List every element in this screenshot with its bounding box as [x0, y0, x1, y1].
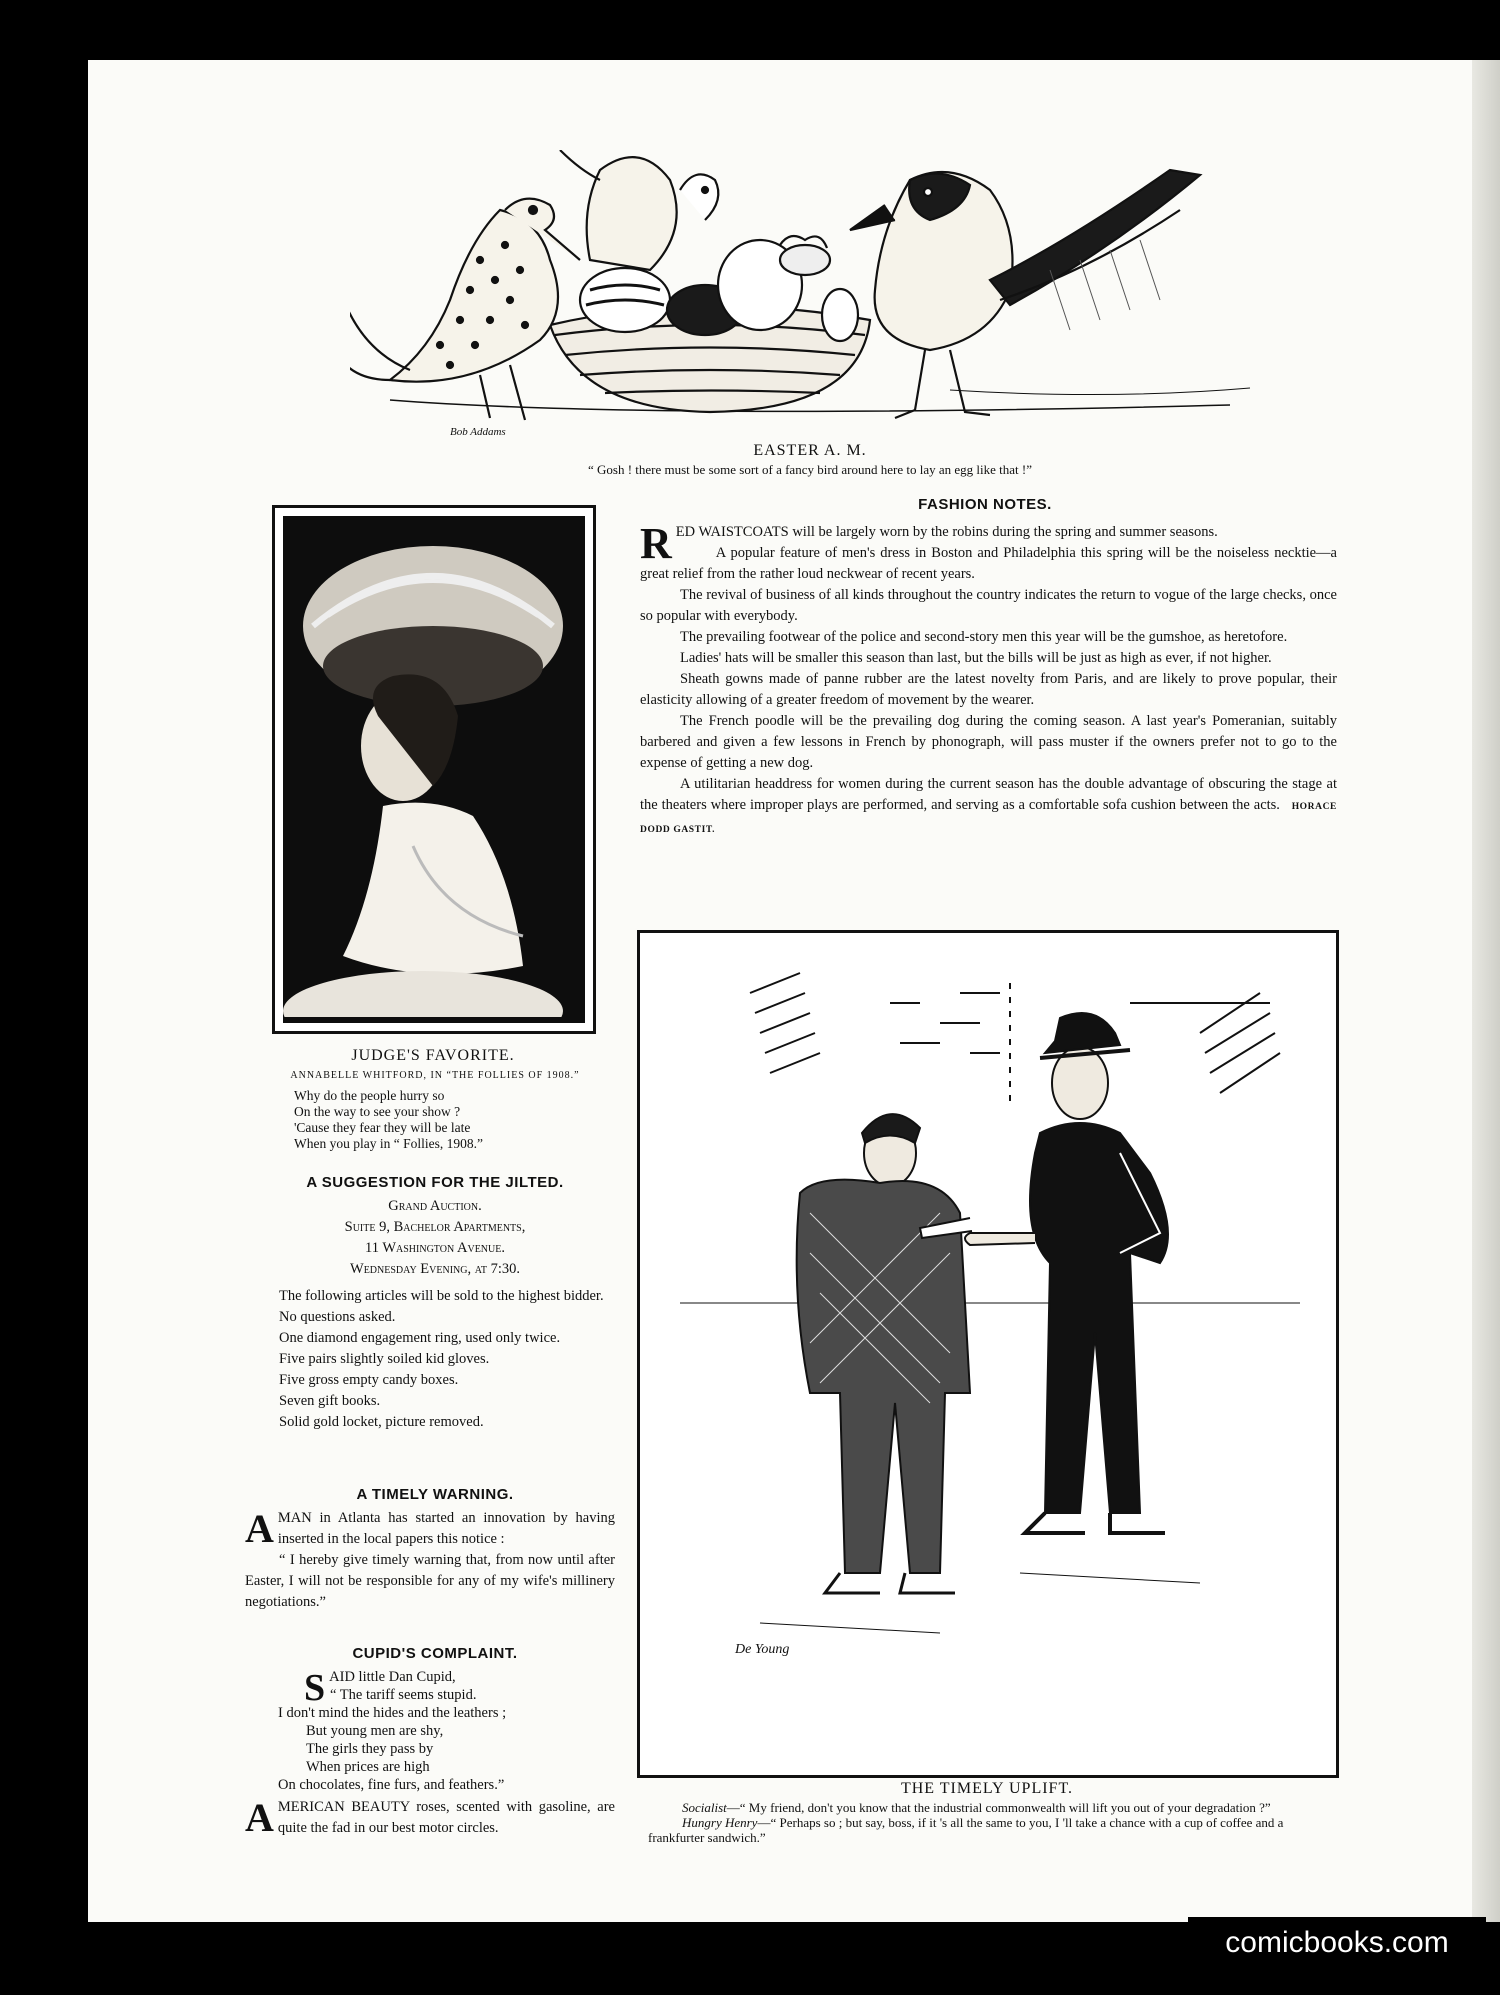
warning-intro: MAN in Atlanta has started an innovation by having inserted in the local papers this notice :: [277, 1510, 615, 1547]
fashion-para: A popular feature of men's dress in Boston and Philadelphia this spring will be the noiseless necktie—a great relief from the rather loud neckwear of recent years.: [640, 545, 1337, 582]
fashion-first-para: ED WAISTCOATS will be largely worn by the robins during the spring and summer seasons.: [675, 524, 1218, 540]
drop-cap: A: [245, 1795, 274, 1840]
comicbooks-watermark: comicbooks.com: [1188, 1917, 1486, 1969]
auction-item: No questions asked.: [279, 1309, 396, 1325]
cartoon-signature: Bob Addams: [450, 426, 506, 438]
address-line: Wednesday Evening, at 7:30.: [350, 1261, 520, 1277]
timely-uplift-dialogue: [648, 1800, 1330, 1845]
suggestion-heading: A SUGGESTION FOR THE JILTED.: [306, 1174, 564, 1191]
cupids-complaint-heading: CUPID'S COMPLAINT.: [352, 1645, 518, 1662]
easter-quote: “ Gosh ! there must be some sort of a fancy bird around here to lay an egg like that !”: [587, 462, 1033, 477]
auction-address: [240, 1196, 630, 1280]
verse-line: Why do the people hurry so: [294, 1088, 445, 1103]
auction-item: One diamond engagement ring, used only twice.: [279, 1330, 561, 1346]
fashion-notes-body: [640, 519, 1337, 841]
timely-uplift-caption: THE TIMELY UPLIFT.: [900, 1780, 1074, 1797]
socialist-and-hungry-henry-illustration: [640, 933, 1336, 1775]
timely-warning-body: [245, 1508, 615, 1613]
birds-nest-illustration: [350, 150, 1270, 440]
easter-caption: EASTER A. M.: [753, 442, 867, 459]
verse-line: I don't mind the hides and the leathers ;: [278, 1705, 507, 1721]
portrait-caption: JUDGE'S FAVORITE.: [351, 1047, 515, 1064]
fashion-notes-heading: FASHION NOTES.: [918, 496, 1052, 513]
drop-cap: R: [640, 519, 672, 568]
portrait-subcaption: ANNABELLE WHITFORD, IN “THE FOLLIES OF 1908.”: [290, 1070, 580, 1081]
verse-line: When you play in “ Follies, 1908.”: [294, 1136, 483, 1151]
drop-cap: A: [245, 1506, 274, 1551]
auction-intro: The following articles will be sold to the highest bidder.: [279, 1288, 604, 1304]
fashion-signature: HORACE DODD GASTIT.: [640, 802, 1337, 835]
auction-item: Solid gold locket, picture removed.: [279, 1414, 484, 1430]
auction-item: Five gross empty candy boxes.: [279, 1372, 459, 1388]
address-line: Grand Auction.: [388, 1198, 482, 1214]
verse-line: When prices are high: [306, 1759, 430, 1775]
auction-list: [245, 1286, 615, 1433]
fashion-para: A utilitarian headdress for women during the current season has the double advantage of obscuring the stage at the theaters where improper plays are performed, and serving as a comfortable sofa cushion between the acts. HORACE DODD GASTIT.: [640, 776, 1337, 835]
fashion-para: Ladies' hats will be smaller this season than last, but the bills will be just as high as ever, if not higher.: [680, 650, 1272, 666]
auction-item: Seven gift books.: [279, 1393, 381, 1409]
warning-quote: “ I hereby give timely warning that, from now until after Easter, I will not be responsible for any of my wife's millinery negotiations.”: [245, 1552, 615, 1610]
verse-line: On chocolates, fine furs, and feathers.”: [278, 1777, 505, 1793]
timely-uplift-cartoon: [637, 930, 1339, 1778]
portrait-frame: [272, 505, 596, 1034]
address-line: Suite 9, Bachelor Apartments,: [344, 1219, 526, 1235]
cartoon-signature: De Young: [735, 1642, 790, 1657]
verse-line: But young men are shy,: [306, 1723, 444, 1739]
fashion-para: Sheath gowns made of panne rubber are the latest novelty from Paris, and are likely to prove popular, their elasticity allowing of a greater freedom of movement by the wearer.: [640, 671, 1337, 708]
verse-line: On the way to see your show ?: [294, 1104, 461, 1119]
address-line: 11 Washington Avenue.: [365, 1240, 505, 1256]
verse-line: “ The tariff seems stupid.: [330, 1687, 477, 1703]
auction-item: Five pairs slightly soiled kid gloves.: [279, 1351, 490, 1367]
page-edge: [1472, 60, 1500, 1922]
portrait-photo: [283, 516, 585, 1023]
fashion-para: The revival of business of all kinds throughout the country indicates the return to vogue of the large checks, once so popular with everybody.: [640, 587, 1337, 624]
american-beauty-text: MERICAN BEAUTY roses, scented with gasoline, are quite the fad in our best motor circles.: [277, 1799, 615, 1836]
fashion-para: The French poodle will be the prevailing dog during the coming season. A last year's Pomeranian, suitably barbered and given a few lessons in French by phonograph, will pass muster if the owners prefer not to go to the expense of getting a new dog.: [640, 713, 1337, 771]
easter-cartoon: [350, 150, 1270, 440]
cupids-complaint-verse: [278, 1668, 618, 1794]
verse-line: 'Cause they fear they will be late: [294, 1120, 471, 1135]
drop-cap: S: [304, 1667, 326, 1709]
portrait-verse: [294, 1088, 614, 1152]
fashion-para: The prevailing footwear of the police and second-story men this year will be the gumshoe, as heretofore.: [680, 629, 1288, 645]
american-beauty-note: [245, 1797, 615, 1839]
verse-line: AID little Dan Cupid,: [329, 1669, 456, 1685]
dialogue-socialist: Socialist—“ My friend, don't you know that the industrial commonwealth will lift you out of your degradation ?”: [682, 1800, 1271, 1815]
dialogue-hungry-henry: Hungry Henry—“ Perhaps so ; but say, boss, if it 's all the same to you, I 'll take a chance with a cup of coffee and a frankfurter sandwich.”: [648, 1815, 1284, 1845]
verse-line: The girls they pass by: [306, 1741, 434, 1757]
timely-warning-heading: A TIMELY WARNING.: [356, 1486, 514, 1503]
